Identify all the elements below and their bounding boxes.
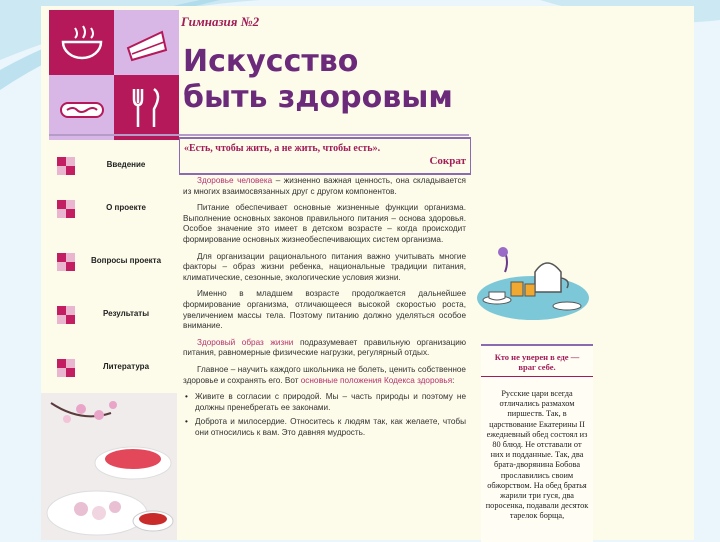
header-divider bbox=[49, 134, 469, 136]
nav-marker-icon bbox=[57, 253, 75, 271]
paragraph-text: подразумевает правильную организацию питания, равномерные физические нагрузки, регулярный отдых. bbox=[183, 337, 466, 358]
bullet-icon: • bbox=[185, 392, 188, 402]
hotdog-icon bbox=[49, 75, 114, 140]
page-title bbox=[183, 44, 453, 116]
header-icon-grid bbox=[49, 10, 179, 140]
soup-bowl-icon bbox=[49, 10, 114, 75]
highlight-term: Здоровье человека bbox=[197, 176, 273, 185]
food-photo bbox=[41, 393, 177, 540]
web-page bbox=[41, 6, 694, 540]
sidebar-item-about[interactable] bbox=[49, 197, 173, 221]
quote-text: «Есть, чтобы жить, а не жить, чтобы есть». bbox=[184, 143, 381, 154]
health-code-link[interactable]: основные положения Кодекса здоровья bbox=[300, 375, 453, 385]
page-title-line1: Искусство bbox=[183, 44, 359, 79]
paragraph bbox=[183, 176, 466, 197]
cake-slice-icon bbox=[114, 10, 179, 75]
sidebar-item-label: Вопросы проекта bbox=[90, 256, 162, 265]
tip-body: Русские цари всегда отличались размахом пиршеств. Так, в царствование Екатерины II ежедневный обед состоял из 80 блюд. Не отставали от них и подданные. Так, два брата-дворянина Бобова прославились своим обжорством. На обед братья жарили три гуся, два поросенка, подавали десяток тарелок борща, bbox=[485, 389, 589, 521]
highlight-term: Здоровый образ жизни bbox=[197, 337, 294, 347]
paragraph bbox=[183, 338, 466, 359]
bullet-icon: • bbox=[185, 417, 188, 427]
sidebar-item-label: Введение bbox=[106, 160, 146, 169]
list-item bbox=[183, 392, 466, 413]
sidebar-item-literature[interactable] bbox=[49, 356, 173, 380]
cutlery-icon bbox=[114, 75, 179, 140]
tip-box bbox=[481, 344, 593, 542]
paragraph-text: : bbox=[452, 375, 455, 385]
nav-marker-icon bbox=[57, 306, 75, 324]
paragraph: Именно в младшем возрасте продолжается дальнейшее формирование организма, отличающееся высокой скоростью роста, увеличением массы тела. Поэтому питанию должно уделяться особое внимание. bbox=[183, 289, 466, 331]
list-item bbox=[183, 417, 466, 438]
tip-title: Кто не уверен в еде — враг себе. bbox=[481, 352, 593, 377]
paragraph: Питание обеспечивает основные жизненные функции организма. Выполнение основных законов правильного питания – основа здоровья. Особое значение это имеет в детском возрасте – когда происходит формирование основных жизнеобеспечивающих систем организма. bbox=[183, 203, 466, 244]
nav-marker-icon bbox=[57, 157, 75, 175]
school-name: Гимназия №2 bbox=[181, 14, 260, 29]
sidebar-item-results[interactable] bbox=[49, 303, 173, 327]
list-item-text: Живите в согласии с природой. Мы – часть природы и поэтому не должны пренебрегать ее законами. bbox=[195, 392, 466, 412]
nav-marker-icon bbox=[57, 200, 75, 218]
paragraph-text: – жизненно важная ценность, она складывается из многих взаимосвязанных друг с другом компонентов. bbox=[183, 176, 466, 196]
quote-author: Сократ bbox=[429, 155, 466, 167]
sidebar-item-label: Результаты bbox=[102, 309, 150, 318]
nav-marker-icon bbox=[57, 359, 75, 377]
tea-set-clipart bbox=[475, 242, 591, 328]
list-item-text: Доброта и милосердие. Относитесь к людям так, как желаете, чтобы они относились к вам. Это давняя мудрость. bbox=[195, 417, 466, 437]
sidebar-item-intro[interactable] bbox=[49, 154, 173, 178]
sidebar-nav bbox=[49, 142, 173, 392]
paragraph-text: Главное – научить каждого школьника не болеть, ценить собственное здоровье и сохранять его. Вот bbox=[183, 364, 466, 385]
page-title-line2: быть здоровым bbox=[183, 80, 453, 115]
sidebar-item-questions[interactable] bbox=[49, 250, 173, 274]
sidebar-item-label: Литература bbox=[102, 362, 150, 371]
sidebar-item-label: О проекте bbox=[106, 203, 146, 212]
quote-box bbox=[179, 137, 471, 175]
paragraph: Для организации рационального питания важно учитывать многие факторы – образ жизни ребенка, национальные традиции питания, климатические, сезонные, экологические условия жизни. bbox=[183, 251, 466, 282]
main-content bbox=[183, 176, 466, 442]
paragraph bbox=[183, 365, 466, 386]
